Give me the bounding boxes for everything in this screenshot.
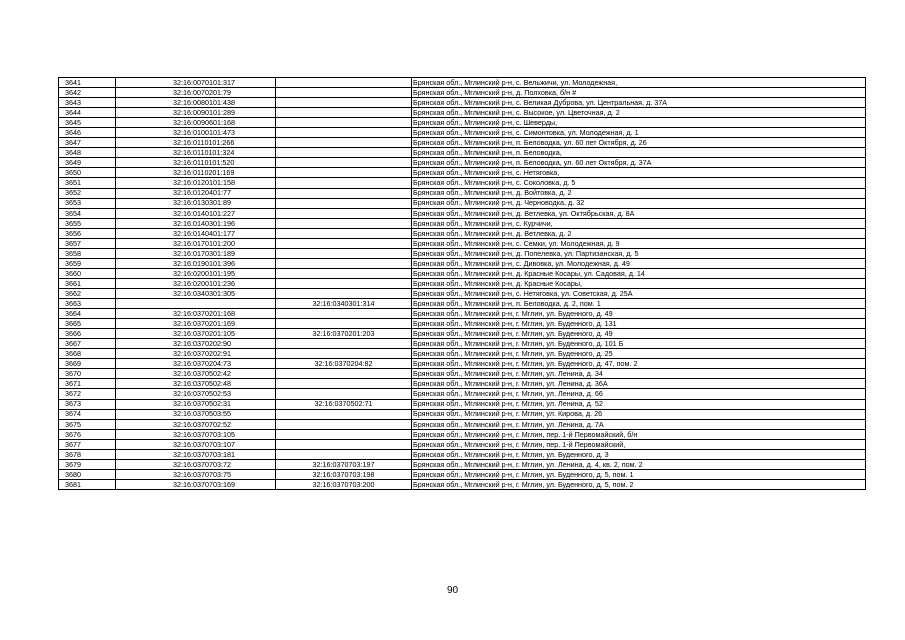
address-cell: Брянская обл., Мглинский р-н, д. Ветлевка, ул. Октябрьская, д. 8А — [412, 208, 866, 218]
table-row — [59, 128, 866, 138]
row-number-cell: 3666 — [59, 329, 116, 339]
cadastral-number-cell: 32:16:0370703:107 — [116, 439, 276, 449]
cadastral-number-cell: 32:16:0140301:196 — [116, 218, 276, 228]
cadastral-number-cell: 32:16:0170101:200 — [116, 238, 276, 248]
premises-cadastral-number-cell — [276, 319, 412, 329]
table-row — [59, 469, 866, 479]
row-number-cell: 3651 — [59, 178, 116, 188]
row-number-cell: 3675 — [59, 419, 116, 429]
table-row — [59, 238, 866, 248]
address-cell: Брянская обл., Мглинский р-н, с. Дивовка, ул. Молодежная, д. 49 — [412, 258, 866, 268]
row-number-cell: 3646 — [59, 128, 116, 138]
cadastral-number-cell: 32:16:0070101:317 — [116, 78, 276, 88]
premises-cadastral-number-cell — [276, 108, 412, 118]
table-row — [59, 409, 866, 419]
address-cell: Брянская обл., Мглинский р-н, с. Курчичи, — [412, 218, 866, 228]
row-number-cell: 3663 — [59, 299, 116, 309]
premises-cadastral-number-cell — [276, 138, 412, 148]
table-row — [59, 439, 866, 449]
cadastral-number-cell: 32:16:0370703:75 — [116, 469, 276, 479]
table-row — [59, 198, 866, 208]
address-cell: Брянская обл., Мглинский р-н, г. Мглин, ул. Ленина, д. 34 — [412, 369, 866, 379]
row-number-cell: 3661 — [59, 278, 116, 288]
cadastral-number-cell: 32:16:0370202:91 — [116, 349, 276, 359]
row-number-cell: 3664 — [59, 309, 116, 319]
cadastral-number-cell: 32:16:0110101:266 — [116, 138, 276, 148]
cadastral-number-cell — [116, 299, 276, 309]
row-number-cell: 3662 — [59, 288, 116, 298]
address-cell: Брянская обл., Мглинский р-н, с. Семки, ул. Молодежная, д. 9 — [412, 238, 866, 248]
table-row — [59, 349, 866, 359]
row-number-cell: 3677 — [59, 439, 116, 449]
table-row — [59, 268, 866, 278]
premises-cadastral-number-cell — [276, 228, 412, 238]
row-number-cell: 3644 — [59, 108, 116, 118]
premises-cadastral-number-cell — [276, 258, 412, 268]
row-number-cell: 3672 — [59, 389, 116, 399]
table-row — [59, 369, 866, 379]
row-number-cell: 3655 — [59, 218, 116, 228]
registry-table-body — [59, 78, 866, 490]
address-cell: Брянская обл., Мглинский р-н, д. Полховка, б/н # — [412, 88, 866, 98]
cadastral-number-cell: 32:16:0370502:53 — [116, 389, 276, 399]
premises-cadastral-number-cell — [276, 88, 412, 98]
row-number-cell: 3673 — [59, 399, 116, 409]
address-cell: Брянская обл., Мглинский р-н, г. Мглин, ул. Буденного, д. 25 — [412, 349, 866, 359]
cadastral-number-cell: 32:16:0370703:181 — [116, 449, 276, 459]
premises-cadastral-number-cell: 32:16:0370703:200 — [276, 479, 412, 489]
table-row — [59, 479, 866, 489]
cadastral-number-cell: 32:16:0090101:289 — [116, 108, 276, 118]
cadastral-number-cell: 32:16:0070201:79 — [116, 88, 276, 98]
cadastral-number-cell: 32:16:0110101:520 — [116, 158, 276, 168]
address-cell: Брянская обл., Мглинский р-н, д. Попелевка, ул. Партизанская, д. 5 — [412, 248, 866, 258]
cadastral-number-cell: 32:16:0370502:48 — [116, 379, 276, 389]
premises-cadastral-number-cell — [276, 128, 412, 138]
cadastral-number-cell: 32:16:0370703:169 — [116, 479, 276, 489]
row-number-cell: 3641 — [59, 78, 116, 88]
cadastral-number-cell: 32:16:0130301:89 — [116, 198, 276, 208]
address-cell: Брянская обл., Мглинский р-н, с. Вельжичи, ул. Молодежная, — [412, 78, 866, 88]
table-row — [59, 449, 866, 459]
address-cell: Брянская обл., Мглинский р-н, г. Мглин, ул. Буденного, д. 49 — [412, 309, 866, 319]
table-row — [59, 329, 866, 339]
address-cell: Брянская обл., Мглинский р-н, с. Симонтовка, ул. Молодежная, д. 1 — [412, 128, 866, 138]
row-number-cell: 3649 — [59, 158, 116, 168]
row-number-cell: 3679 — [59, 459, 116, 469]
address-cell: Брянская обл., Мглинский р-н, г. Мглин, ул. Ленина, д. 36А — [412, 379, 866, 389]
row-number-cell: 3653 — [59, 198, 116, 208]
address-cell: Брянская обл., Мглинский р-н, г. Мглин, пер. 1-й Первомайский, — [412, 439, 866, 449]
address-cell: Брянская обл., Мглинский р-н, с. Высокое, ул. Цветочная, д. 2 — [412, 108, 866, 118]
table-row — [59, 459, 866, 469]
premises-cadastral-number-cell — [276, 168, 412, 178]
cadastral-number-cell: 32:16:0370703:72 — [116, 459, 276, 469]
table-row — [59, 288, 866, 298]
cadastral-number-cell: 32:16:0370201:105 — [116, 329, 276, 339]
premises-cadastral-number-cell — [276, 278, 412, 288]
table-row — [59, 108, 866, 118]
row-number-cell: 3670 — [59, 369, 116, 379]
premises-cadastral-number-cell — [276, 369, 412, 379]
premises-cadastral-number-cell — [276, 309, 412, 319]
address-cell: Брянская обл., Мглинский р-н, п. Беловодка, ул. 60 лет Октября, д. 26 — [412, 138, 866, 148]
premises-cadastral-number-cell — [276, 409, 412, 419]
table-row — [59, 158, 866, 168]
address-cell: Брянская обл., Мглинский р-н, г. Мглин, ул. Буденного, д. 47, пом. 2 — [412, 359, 866, 369]
row-number-cell: 3654 — [59, 208, 116, 218]
cadastral-number-cell: 32:16:0110201:169 — [116, 168, 276, 178]
table-row — [59, 168, 866, 178]
premises-cadastral-number-cell — [276, 439, 412, 449]
premises-cadastral-number-cell — [276, 248, 412, 258]
row-number-cell: 3645 — [59, 118, 116, 128]
cadastral-number-cell: 32:16:0370503:55 — [116, 409, 276, 419]
address-cell: Брянская обл., Мглинский р-н, с. Великая Дуброва, ул. Центральная, д. 37А — [412, 98, 866, 108]
address-cell: Брянская обл., Мглинский р-н, д. Черноводка, д. 32 — [412, 198, 866, 208]
premises-cadastral-number-cell — [276, 339, 412, 349]
table-row — [59, 339, 866, 349]
table-row — [59, 299, 866, 309]
table-row — [59, 419, 866, 429]
row-number-cell: 3667 — [59, 339, 116, 349]
address-cell: Брянская обл., Мглинский р-н, д. Войтовка, д. 2 — [412, 188, 866, 198]
row-number-cell: 3648 — [59, 148, 116, 158]
address-cell: Брянская обл., Мглинский р-н, г. Мглин, ул. Буденного, д. 5, пом. 2 — [412, 479, 866, 489]
table-row — [59, 188, 866, 198]
address-cell: Брянская обл., Мглинский р-н, с. Нетяговка, ул. Советская, д. 25А — [412, 288, 866, 298]
row-number-cell: 3656 — [59, 228, 116, 238]
premises-cadastral-number-cell: 32:16:0370703:197 — [276, 459, 412, 469]
table-row — [59, 309, 866, 319]
page-number: 90 — [446, 585, 459, 596]
cadastral-number-cell: 32:16:0370703:105 — [116, 429, 276, 439]
address-cell: Брянская обл., Мглинский р-н, г. Мглин, ул. Буденного, д. 5, пом. 1 — [412, 469, 866, 479]
row-number-cell: 3676 — [59, 429, 116, 439]
table-row — [59, 429, 866, 439]
row-number-cell: 3665 — [59, 319, 116, 329]
cadastral-number-cell: 32:16:0140101:227 — [116, 208, 276, 218]
cadastral-number-cell: 32:16:0370502:31 — [116, 399, 276, 409]
address-cell: Брянская обл., Мглинский р-н, п. Беловодка, ул. 60 лет Октября, д. 37А — [412, 158, 866, 168]
address-cell: Брянская обл., Мглинский р-н, п. Беловодка, — [412, 148, 866, 158]
premises-cadastral-number-cell — [276, 178, 412, 188]
premises-cadastral-number-cell — [276, 379, 412, 389]
address-cell: Брянская обл., Мглинский р-н, д. Красные Косары, — [412, 278, 866, 288]
row-number-cell: 3652 — [59, 188, 116, 198]
row-number-cell: 3678 — [59, 449, 116, 459]
cadastral-number-cell: 32:16:0120401:77 — [116, 188, 276, 198]
address-cell: Брянская обл., Мглинский р-н, г. Мглин, ул. Буденного, д. 131 — [412, 319, 866, 329]
address-cell: Брянская обл., Мглинский р-н, г. Мглин, ул. Ленина, д. 66 — [412, 389, 866, 399]
cadastral-number-cell: 32:16:0190101:396 — [116, 258, 276, 268]
cadastral-number-cell: 32:16:0090601:168 — [116, 118, 276, 128]
premises-cadastral-number-cell — [276, 148, 412, 158]
address-cell: Брянская обл., Мглинский р-н, г. Мглин, ул. Буденного, д. 3 — [412, 449, 866, 459]
premises-cadastral-number-cell — [276, 188, 412, 198]
table-row — [59, 319, 866, 329]
address-cell: Брянская обл., Мглинский р-н, г. Мглин, ул. Ленина, д. 7А — [412, 419, 866, 429]
registry-table — [58, 77, 866, 490]
address-cell: Брянская обл., Мглинский р-н, д. Красные Косары, ул. Садовая, д. 14 — [412, 268, 866, 278]
table-row — [59, 359, 866, 369]
cadastral-number-cell: 32:16:0370502:42 — [116, 369, 276, 379]
table-row — [59, 248, 866, 258]
cadastral-number-cell: 32:16:0370204:73 — [116, 359, 276, 369]
table-row — [59, 88, 866, 98]
row-number-cell: 3681 — [59, 479, 116, 489]
row-number-cell: 3642 — [59, 88, 116, 98]
premises-cadastral-number-cell — [276, 158, 412, 168]
address-cell: Брянская обл., Мглинский р-н, с. Шеверды, — [412, 118, 866, 128]
address-cell: Брянская обл., Мглинский р-н, г. Мглин, ул. Кирова, д. 26 — [412, 409, 866, 419]
row-number-cell: 3671 — [59, 379, 116, 389]
row-number-cell: 3659 — [59, 258, 116, 268]
premises-cadastral-number-cell — [276, 288, 412, 298]
premises-cadastral-number-cell: 32:16:0370703:198 — [276, 469, 412, 479]
table-row — [59, 228, 866, 238]
table-row — [59, 78, 866, 88]
row-number-cell: 3657 — [59, 238, 116, 248]
cadastral-number-cell: 32:16:0120101:158 — [116, 178, 276, 188]
cadastral-number-cell: 32:16:0370702:52 — [116, 419, 276, 429]
row-number-cell: 3669 — [59, 359, 116, 369]
premises-cadastral-number-cell: 32:16:0370204:82 — [276, 359, 412, 369]
table-row — [59, 278, 866, 288]
premises-cadastral-number-cell — [276, 198, 412, 208]
address-cell: Брянская обл., Мглинский р-н, г. Мглин, ул. Ленина, д. 52 — [412, 399, 866, 409]
cadastral-number-cell: 32:16:0200101:195 — [116, 268, 276, 278]
premises-cadastral-number-cell: 32:16:0340301:314 — [276, 299, 412, 309]
premises-cadastral-number-cell — [276, 429, 412, 439]
table-row — [59, 258, 866, 268]
table-row — [59, 178, 866, 188]
address-cell: Брянская обл., Мглинский р-н, с. Нетяговка, — [412, 168, 866, 178]
table-row — [59, 208, 866, 218]
premises-cadastral-number-cell — [276, 98, 412, 108]
premises-cadastral-number-cell — [276, 78, 412, 88]
address-cell: Брянская обл., Мглинский р-н, п. Беловодка, д. 2, пом. 1 — [412, 299, 866, 309]
cadastral-number-cell: 32:16:0140401:177 — [116, 228, 276, 238]
premises-cadastral-number-cell — [276, 238, 412, 248]
table-row — [59, 389, 866, 399]
row-number-cell: 3647 — [59, 138, 116, 148]
cadastral-number-cell: 32:16:0200101:236 — [116, 278, 276, 288]
row-number-cell: 3674 — [59, 409, 116, 419]
row-number-cell: 3680 — [59, 469, 116, 479]
cadastral-number-cell: 32:16:0340301:305 — [116, 288, 276, 298]
row-number-cell: 3668 — [59, 349, 116, 359]
premises-cadastral-number-cell — [276, 268, 412, 278]
address-cell: Брянская обл., Мглинский р-н, г. Мглин, ул. Буденного, д. 49 — [412, 329, 866, 339]
premises-cadastral-number-cell — [276, 218, 412, 228]
cadastral-number-cell: 32:16:0370201:169 — [116, 319, 276, 329]
row-number-cell: 3643 — [59, 98, 116, 108]
table-row — [59, 399, 866, 409]
premises-cadastral-number-cell — [276, 208, 412, 218]
premises-cadastral-number-cell: 32:16:0370201:203 — [276, 329, 412, 339]
premises-cadastral-number-cell — [276, 449, 412, 459]
table-row — [59, 218, 866, 228]
address-cell: Брянская обл., Мглинский р-н, г. Мглин, ул. Ленина, д. 4, кв. 2, пом. 2 — [412, 459, 866, 469]
premises-cadastral-number-cell — [276, 349, 412, 359]
premises-cadastral-number-cell — [276, 419, 412, 429]
row-number-cell: 3650 — [59, 168, 116, 178]
table-row — [59, 118, 866, 128]
cadastral-number-cell: 32:16:0080101:438 — [116, 98, 276, 108]
table-row — [59, 98, 866, 108]
table-row — [59, 138, 866, 148]
table-row — [59, 148, 866, 158]
premises-cadastral-number-cell — [276, 389, 412, 399]
cadastral-number-cell: 32:16:0370202:90 — [116, 339, 276, 349]
cadastral-number-cell: 32:16:0170301:189 — [116, 248, 276, 258]
cadastral-number-cell: 32:16:0110101:324 — [116, 148, 276, 158]
address-cell: Брянская обл., Мглинский р-н, г. Мглин, пер. 1-й Первомайский, б/н — [412, 429, 866, 439]
table-row — [59, 379, 866, 389]
premises-cadastral-number-cell — [276, 118, 412, 128]
address-cell: Брянская обл., Мглинский р-н, г. Мглин, ул. Буденного, д. 101 Б — [412, 339, 866, 349]
address-cell: Брянская обл., Мглинский р-н, д. Ветлевка, д. 2 — [412, 228, 866, 238]
row-number-cell: 3658 — [59, 248, 116, 258]
row-number-cell: 3660 — [59, 268, 116, 278]
premises-cadastral-number-cell: 32:16:0370502:71 — [276, 399, 412, 409]
address-cell: Брянская обл., Мглинский р-н, с. Соколовка, д. 5 — [412, 178, 866, 188]
cadastral-number-cell: 32:16:0100101:473 — [116, 128, 276, 138]
cadastral-number-cell: 32:16:0370201:168 — [116, 309, 276, 319]
